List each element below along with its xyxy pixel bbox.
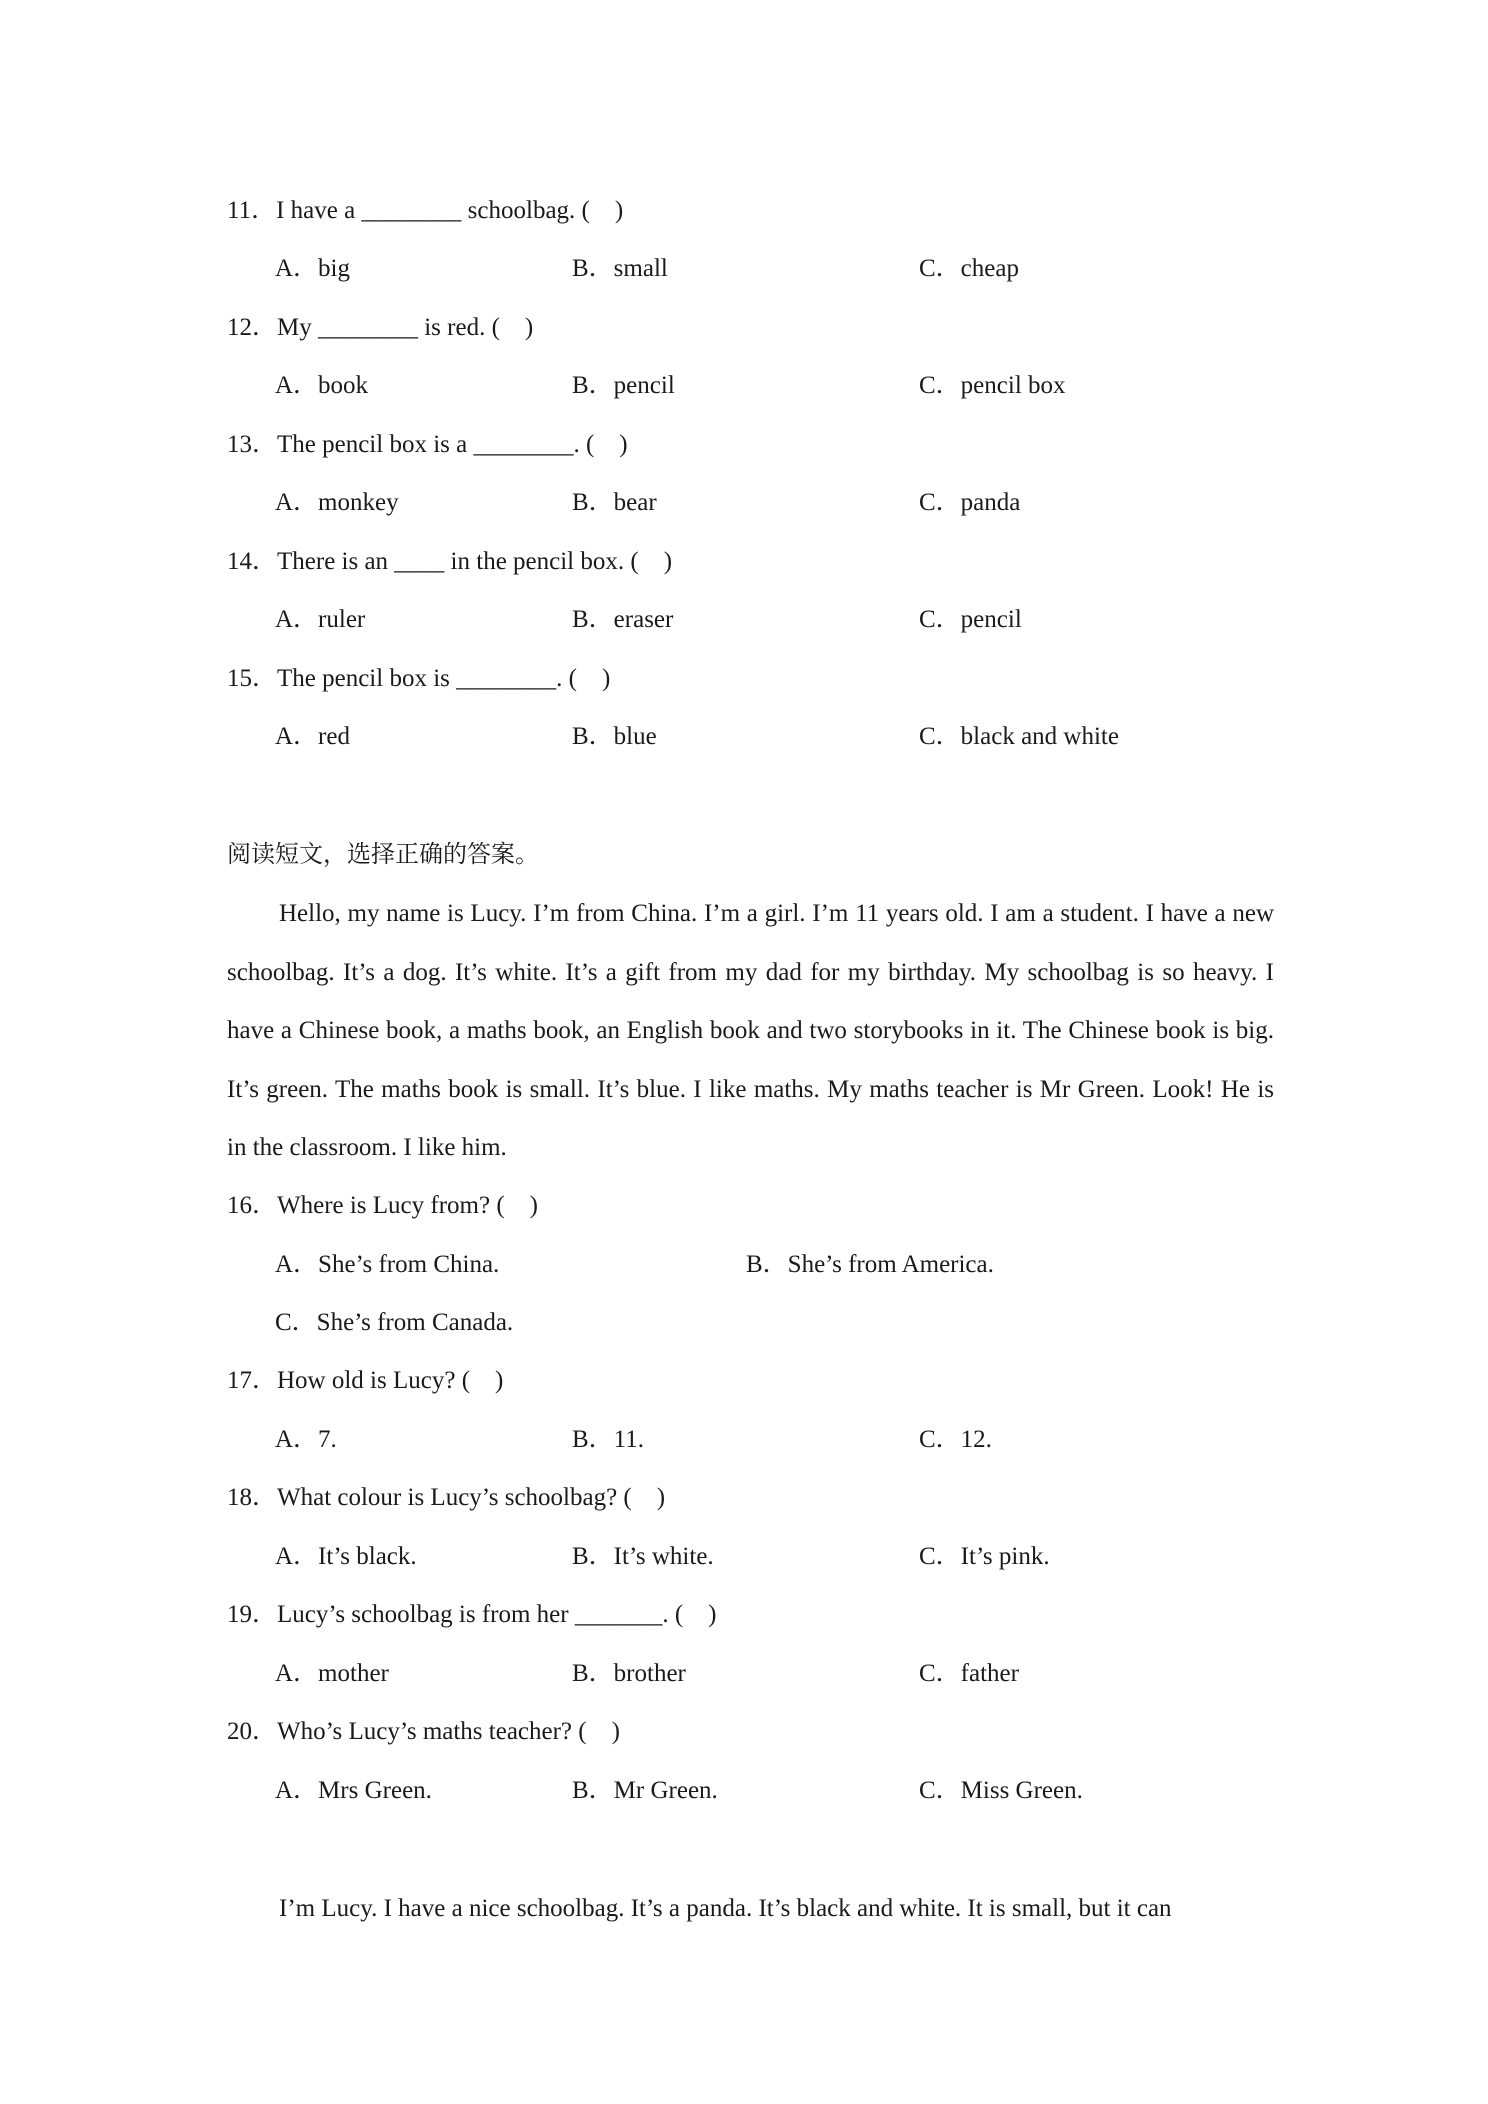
- reading-passage: [227, 885, 1274, 1178]
- option-14-a[interactable]: A．ruler: [275, 606, 366, 633]
- option-12-c[interactable]: C．pencil box: [919, 372, 1066, 399]
- option-16-a[interactable]: A．She’s from China.: [275, 1251, 500, 1278]
- option-16-b[interactable]: B．She’s from America.: [746, 1251, 994, 1278]
- question-11: 11．I have a ________ schoolbag. ( ): [227, 197, 624, 224]
- option-20-b[interactable]: B．Mr Green.: [572, 1777, 718, 1804]
- option-20-c[interactable]: C．Miss Green.: [919, 1777, 1083, 1804]
- question-20: 20．Who’s Lucy’s maths teacher? ( ): [227, 1718, 620, 1745]
- option-11-a[interactable]: A．big: [275, 255, 351, 282]
- option-13-b[interactable]: B．bear: [572, 489, 657, 516]
- option-18-a[interactable]: A．It’s black.: [275, 1543, 417, 1570]
- question-12: 12．My ________ is red. ( ): [227, 314, 534, 341]
- question-17: 17．How old is Lucy? ( ): [227, 1367, 504, 1394]
- option-19-a[interactable]: A．mother: [275, 1660, 389, 1687]
- reading-passage-text: Hello, my name is Lucy. I’m from China. I’m a girl. I’m 11 years old. I am a student. I have a new schoolbag. It’s a dog. It’s white. It’s a gift from my dad for my birthday. My schoolbag is so heavy. I have a Chinese book, a maths book, an English book and two storybooks in it. The Chinese book is big. It’s green. The maths book is small. It’s blue. I like maths. My maths teacher is Mr Green. Look! He is in the classroom. I like him.: [227, 900, 1274, 1161]
- question-14: 14．There is an ____ in the pencil box. ( ): [227, 548, 673, 575]
- option-17-b[interactable]: B．11.: [572, 1426, 644, 1453]
- option-19-c[interactable]: C．father: [919, 1660, 1019, 1687]
- reading-passage-2-text: I’m Lucy. I have a nice schoolbag. It’s a panda. It’s black and white. It is small, but it can: [279, 1895, 1172, 1922]
- question-19: 19．Lucy’s schoolbag is from her _______. ( ): [227, 1601, 717, 1628]
- option-13-c[interactable]: C．panda: [919, 489, 1021, 516]
- option-18-b[interactable]: B．It’s white.: [572, 1543, 714, 1570]
- option-14-c[interactable]: C．pencil: [919, 606, 1022, 633]
- option-14-b[interactable]: B．eraser: [572, 606, 674, 633]
- question-15: 15．The pencil box is ________. ( ): [227, 665, 611, 692]
- section-heading: 阅读短文，选择正确的答案。: [227, 840, 539, 868]
- option-11-c[interactable]: C．cheap: [919, 255, 1019, 282]
- reading-passage-2: [227, 1880, 1274, 1939]
- question-18: 18．What colour is Lucy’s schoolbag? ( ): [227, 1484, 666, 1511]
- question-16: 16．Where is Lucy from? ( ): [227, 1192, 538, 1219]
- option-15-a[interactable]: A．red: [275, 723, 350, 750]
- option-20-a[interactable]: A．Mrs Green.: [275, 1777, 432, 1804]
- option-17-a[interactable]: A．7.: [275, 1426, 337, 1453]
- option-13-a[interactable]: A．monkey: [275, 489, 399, 516]
- question-13: 13．The pencil box is a ________. ( ): [227, 431, 628, 458]
- option-16-c[interactable]: C．She’s from Canada.: [275, 1309, 514, 1336]
- option-17-c[interactable]: C．12.: [919, 1426, 992, 1453]
- option-15-c[interactable]: C．black and white: [919, 723, 1119, 750]
- option-19-b[interactable]: B．brother: [572, 1660, 686, 1687]
- option-12-a[interactable]: A．book: [275, 372, 369, 399]
- option-18-c[interactable]: C．It’s pink.: [919, 1543, 1050, 1570]
- option-12-b[interactable]: B．pencil: [572, 372, 675, 399]
- option-15-b[interactable]: B．blue: [572, 723, 657, 750]
- option-11-b[interactable]: B．small: [572, 255, 668, 282]
